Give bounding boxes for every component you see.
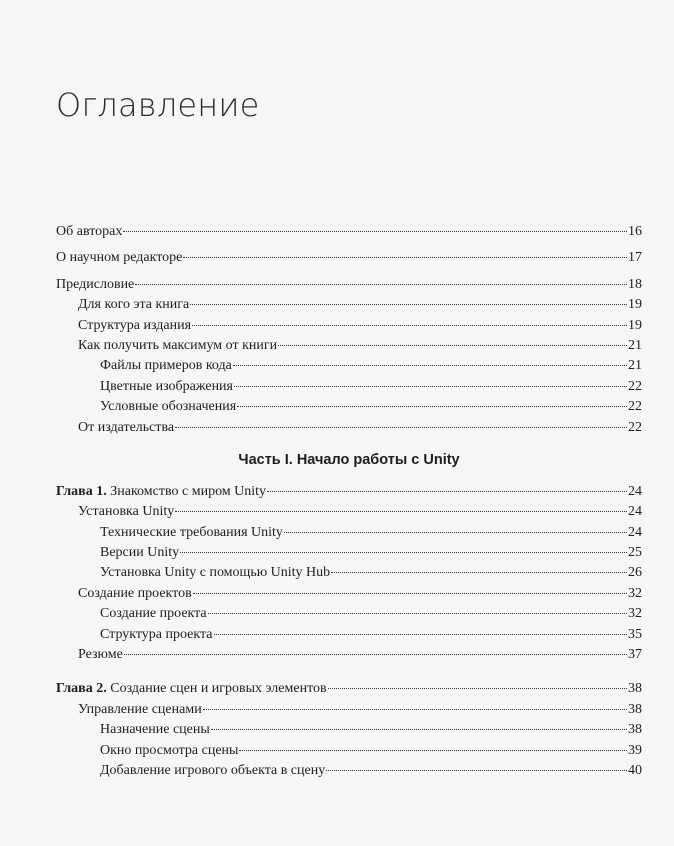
toc-entry[interactable] — [56, 316, 642, 336]
toc-entry[interactable] — [56, 584, 642, 604]
toc-entry[interactable] — [56, 418, 642, 438]
toc-entry-label: Структура издания — [78, 317, 192, 333]
toc-entry-label: Добавление игрового объекта в сцену — [100, 762, 326, 778]
toc-entry-about-authors[interactable] — [56, 222, 642, 242]
leader-dots — [193, 593, 627, 594]
toc-page-number: 24 — [628, 483, 642, 499]
toc-entry-chapter-2[interactable] — [56, 679, 642, 699]
toc-entry[interactable] — [56, 356, 642, 376]
toc-entry-label: Предисловие — [56, 276, 135, 292]
toc-entry-chapter-1[interactable] — [56, 482, 642, 502]
toc-entry-preface[interactable] — [56, 275, 642, 295]
leader-dots — [175, 511, 627, 512]
leader-dots — [328, 688, 627, 689]
toc-page-number: 32 — [628, 585, 642, 601]
leader-dots — [192, 325, 627, 326]
toc-page-number: 18 — [628, 276, 642, 292]
toc-page-number: 19 — [628, 317, 642, 333]
toc-entry-label — [56, 482, 266, 502]
toc-entry-label: Условные обозначения — [100, 399, 237, 415]
toc-page-number: 22 — [628, 378, 642, 394]
toc-entry-label: Окно просмотра сцены — [100, 742, 239, 758]
toc-entry-label: Об авторах — [56, 224, 123, 239]
toc-page-number: 32 — [628, 606, 642, 622]
toc-page-number: 19 — [628, 297, 642, 313]
toc-entry[interactable] — [56, 397, 642, 417]
toc-page-number: 22 — [628, 419, 642, 435]
leader-dots — [278, 345, 627, 346]
leader-dots — [267, 491, 627, 492]
toc-entry-label — [56, 679, 327, 699]
leader-dots — [331, 572, 627, 573]
leader-dots — [326, 770, 627, 771]
toc-page-number: 21 — [628, 337, 642, 353]
toc-entry[interactable] — [56, 563, 642, 583]
leader-dots — [180, 552, 627, 553]
toc-entry-label: Файлы примеров кода — [100, 358, 232, 374]
toc-page-number: 38 — [628, 681, 642, 697]
chapter-title: Создание сцен и игровых элементов — [110, 681, 327, 697]
toc-entry-label: Как получить максимум от книги — [78, 337, 278, 353]
toc-entry[interactable] — [56, 523, 642, 543]
toc-page-number: 24 — [628, 524, 642, 540]
toc-entry[interactable] — [56, 336, 642, 356]
toc-entry[interactable] — [56, 377, 642, 397]
toc-entry-label: Для кого эта книга — [78, 297, 190, 313]
leader-dots — [284, 532, 627, 533]
toc-entry[interactable] — [56, 741, 642, 761]
toc-page-number: 38 — [628, 722, 642, 738]
toc-entry[interactable] — [56, 761, 642, 781]
toc-page-number: 17 — [628, 250, 642, 266]
leader-dots — [214, 634, 627, 635]
toc-entry-label: Резюме — [78, 647, 123, 663]
toc-entry[interactable] — [56, 604, 642, 624]
toc-entry-label: Назначение сцены — [100, 722, 210, 738]
toc-page-number: 26 — [628, 565, 642, 581]
leader-dots — [123, 231, 627, 232]
leader-dots — [124, 654, 627, 655]
toc-entry-label: Версии Unity — [100, 545, 180, 561]
toc-entry-label: Создание проектов — [78, 585, 192, 601]
toc-entry[interactable] — [56, 502, 642, 522]
toc-entry-label: О научном редакторе — [56, 250, 183, 266]
toc-entry[interactable] — [56, 543, 642, 563]
toc-entry[interactable] — [56, 645, 642, 665]
toc-entry-about-editor[interactable] — [56, 248, 642, 268]
toc-entry-label: Создание проекта — [100, 606, 207, 622]
leader-dots — [239, 750, 627, 751]
part-heading: Часть I. Начало работы с Unity — [238, 451, 460, 468]
toc-entry-label: От издательства — [78, 419, 175, 435]
leader-dots — [208, 613, 627, 614]
toc-entry-label: Структура проекта — [100, 626, 213, 642]
toc-page-number: 25 — [628, 545, 642, 561]
toc-entry-label: Технические требования Unity — [100, 524, 283, 540]
toc-entry-label: Цветные изображения — [100, 378, 233, 394]
leader-dots — [233, 365, 627, 366]
leader-dots — [135, 284, 627, 285]
chapter-number: Глава 2. — [56, 681, 107, 697]
toc-entry[interactable] — [56, 700, 642, 720]
leader-dots — [190, 304, 627, 305]
leader-dots — [211, 729, 627, 730]
leader-dots — [234, 386, 627, 387]
leader-dots — [183, 257, 627, 258]
chapter-title: Знакомство с миром Unity — [110, 483, 267, 499]
toc-page-number: 39 — [628, 742, 642, 758]
leader-dots — [237, 406, 627, 407]
chapter-number: Глава 1. — [56, 483, 107, 499]
leader-dots — [203, 709, 627, 710]
toc-page-number: 35 — [628, 626, 642, 642]
leader-dots — [175, 427, 627, 428]
page-title: Оглавление — [56, 86, 260, 124]
toc-page-number: 38 — [628, 701, 642, 717]
toc-entry-label: Управление сценами — [78, 701, 202, 717]
toc-page-number: 21 — [628, 358, 642, 374]
toc-page-number: 40 — [628, 762, 642, 778]
toc-entry[interactable] — [56, 720, 642, 740]
toc-entry-label: Установка Unity — [78, 504, 175, 520]
toc-page-number: 16 — [628, 224, 642, 239]
toc-entry[interactable] — [56, 625, 642, 645]
toc-entry[interactable] — [56, 295, 642, 315]
toc-page-number: 37 — [628, 647, 642, 663]
toc-entry-label: Установка Unity с помощью Unity Hub — [100, 565, 331, 581]
table-of-contents — [56, 222, 642, 781]
toc-page-number: 24 — [628, 504, 642, 520]
toc-page-number: 22 — [628, 399, 642, 415]
